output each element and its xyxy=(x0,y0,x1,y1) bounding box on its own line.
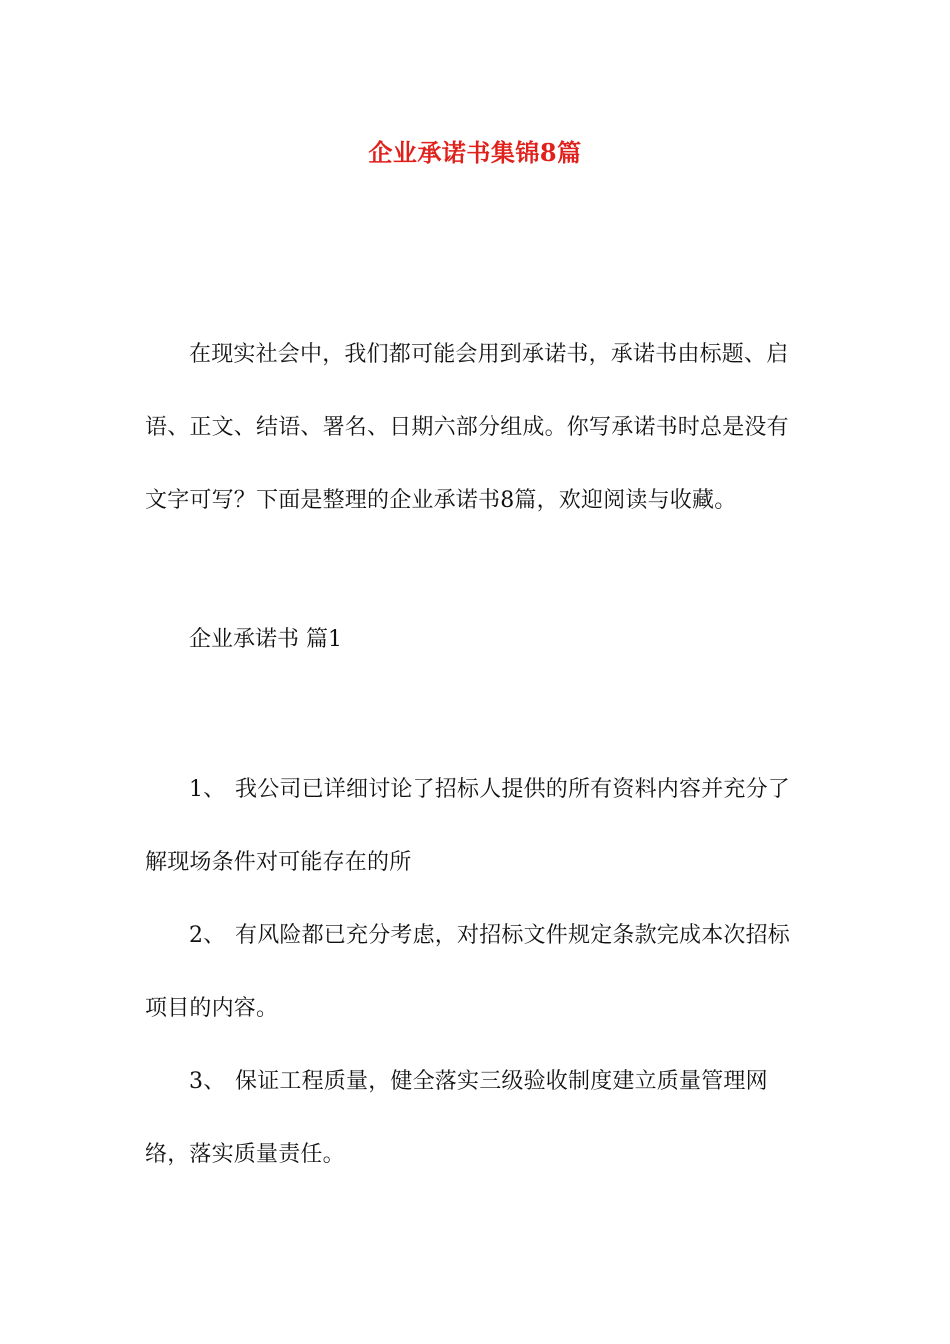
list-item-number: 3、 xyxy=(189,1069,226,1094)
list-item xyxy=(145,1045,807,1191)
document-title: 企业承诺书集锦8篇 xyxy=(368,138,582,167)
list-item-number: 2、 xyxy=(189,923,226,948)
list-item-text: 有风险都已充分考虑，对招标文件规定条款完成本次招标项目的内容。 xyxy=(145,923,791,1021)
list-item-text: 保证工程质量，健全落实三级验收制度建立质量管理网络，落实质量责任。 xyxy=(145,1069,768,1167)
intro-paragraph: 在现实社会中，我们都可能会用到承诺书，承诺书由标题、启语、正文、结语、署名、日期六部分组成。你写承诺书时总是没有文字可写？下面是整理的企业承诺书8篇，欢迎阅读与收藏。 xyxy=(145,342,789,513)
list-item-text: 我公司已详细讨论了招标人提供的所有资料内容并充分了解现场条件对可能存在的所 xyxy=(145,777,791,875)
section-heading: 企业承诺书 篇1 xyxy=(189,627,342,652)
list-item-number: 1、 xyxy=(189,777,226,802)
list-item xyxy=(145,753,807,899)
list-item xyxy=(145,899,807,1045)
